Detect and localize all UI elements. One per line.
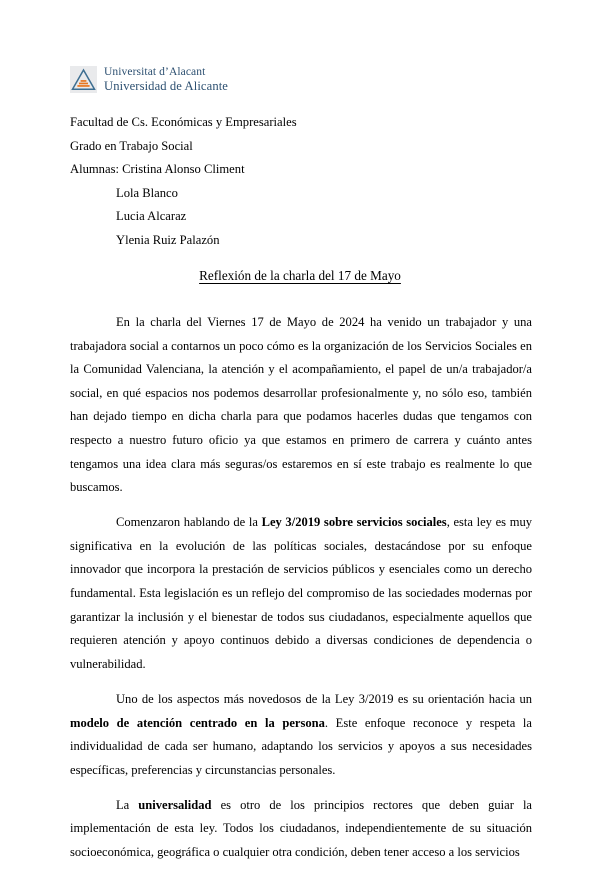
paragraph-1-text: En la charla del Viernes 17 de Mayo de 2024 ha venido un trabajador y una trabajadora social a contarnos un poco cómo es la organización de los Servicios Sociales en la Comunidad Valenciana, la atención y el acompañamiento, el papel de un/a trabajador/a social, en qué espacios nos podemos desarrollar profesionalmente y, no sólo eso, también han dejado tiempo en dicha charla para que podamos hacerles dudas que tengamos con respecto a nuestro futuro oficio ya que estamos en primero de carrera y cuánto antes tengamos una idea clara más seguras/os estaremos en sí este trabajo es realmente lo que buscamos.	[70, 315, 532, 495]
law-reference-bold: Ley 3/2019 sobre servicios sociales	[261, 515, 447, 530]
student-name-2: Lola Blanco	[116, 185, 178, 200]
student-name-3: Lucia Alcaraz	[116, 209, 187, 224]
university-logo-icon	[70, 66, 97, 93]
document-header-meta	[70, 111, 540, 253]
students-line: Alumnas: Cristina Alonso Climent	[70, 162, 245, 177]
paragraph-2-text-a: Comenzaron hablando de la	[116, 515, 262, 530]
paragraph-3-text-a: Uno de los aspectos más novedosos de la Ley 3/2019 es su orientación hacia un	[116, 691, 532, 706]
university-logo-text	[104, 66, 228, 93]
faculty-line: Facultad de Cs. Económicas y Empresariales	[70, 115, 297, 129]
paragraph-3-text-b: . Este enfoque reconoce y respeta la individualidad de cada ser humano, adaptando los servicios y apoyos a sus necesidades específicas, preferencias y circunstancias personales.	[70, 715, 532, 777]
paragraph-3	[70, 688, 532, 782]
paragraph-4	[70, 794, 532, 865]
page-title-text: Reflexión de la charla del 17 de Mayo	[199, 268, 401, 283]
paragraph-4-text-b: es otro de los principios rectores que deben guiar la implementación de esta ley. Todos los ciudadanos, independientemente de su situación socioeconómica, geográfica o cualquier otra condición, deben tener acceso a los servicios	[70, 797, 533, 859]
universality-bold: universalidad	[138, 797, 212, 812]
degree-line: Grado en Trabajo Social	[70, 138, 193, 153]
paragraph-2-text-b: , esta ley es muy significativa en la evolución de las políticas sociales, destacándose por su enfoque innovador que incorpora la prestación de servicios públicos y esenciales como un derecho fundamental. Esta legislación es un reflejo del compromiso de las sociedades modernas por garantizar la inclusión y el bienestar de todos sus ciudadanos, especialmente aquellos que requieren atención y apoyo continuos debido a diversas condiciones de dependencia o vulnerabilidad.	[70, 515, 532, 671]
university-name-spanish: Universidad de Alicante	[104, 78, 229, 93]
page-title	[0, 266, 600, 286]
paragraph-4-text-a: La	[116, 797, 139, 812]
document-body	[70, 311, 532, 876]
paragraph-1	[70, 311, 532, 500]
university-name-valencian: Universitat d’Alacant	[104, 66, 206, 79]
person-centered-model-bold: modelo de atención centrado en la persona	[70, 715, 325, 730]
student-name-4: Ylenia Ruiz Palazón	[116, 232, 220, 247]
university-logo	[70, 66, 228, 93]
paragraph-2	[70, 511, 532, 676]
